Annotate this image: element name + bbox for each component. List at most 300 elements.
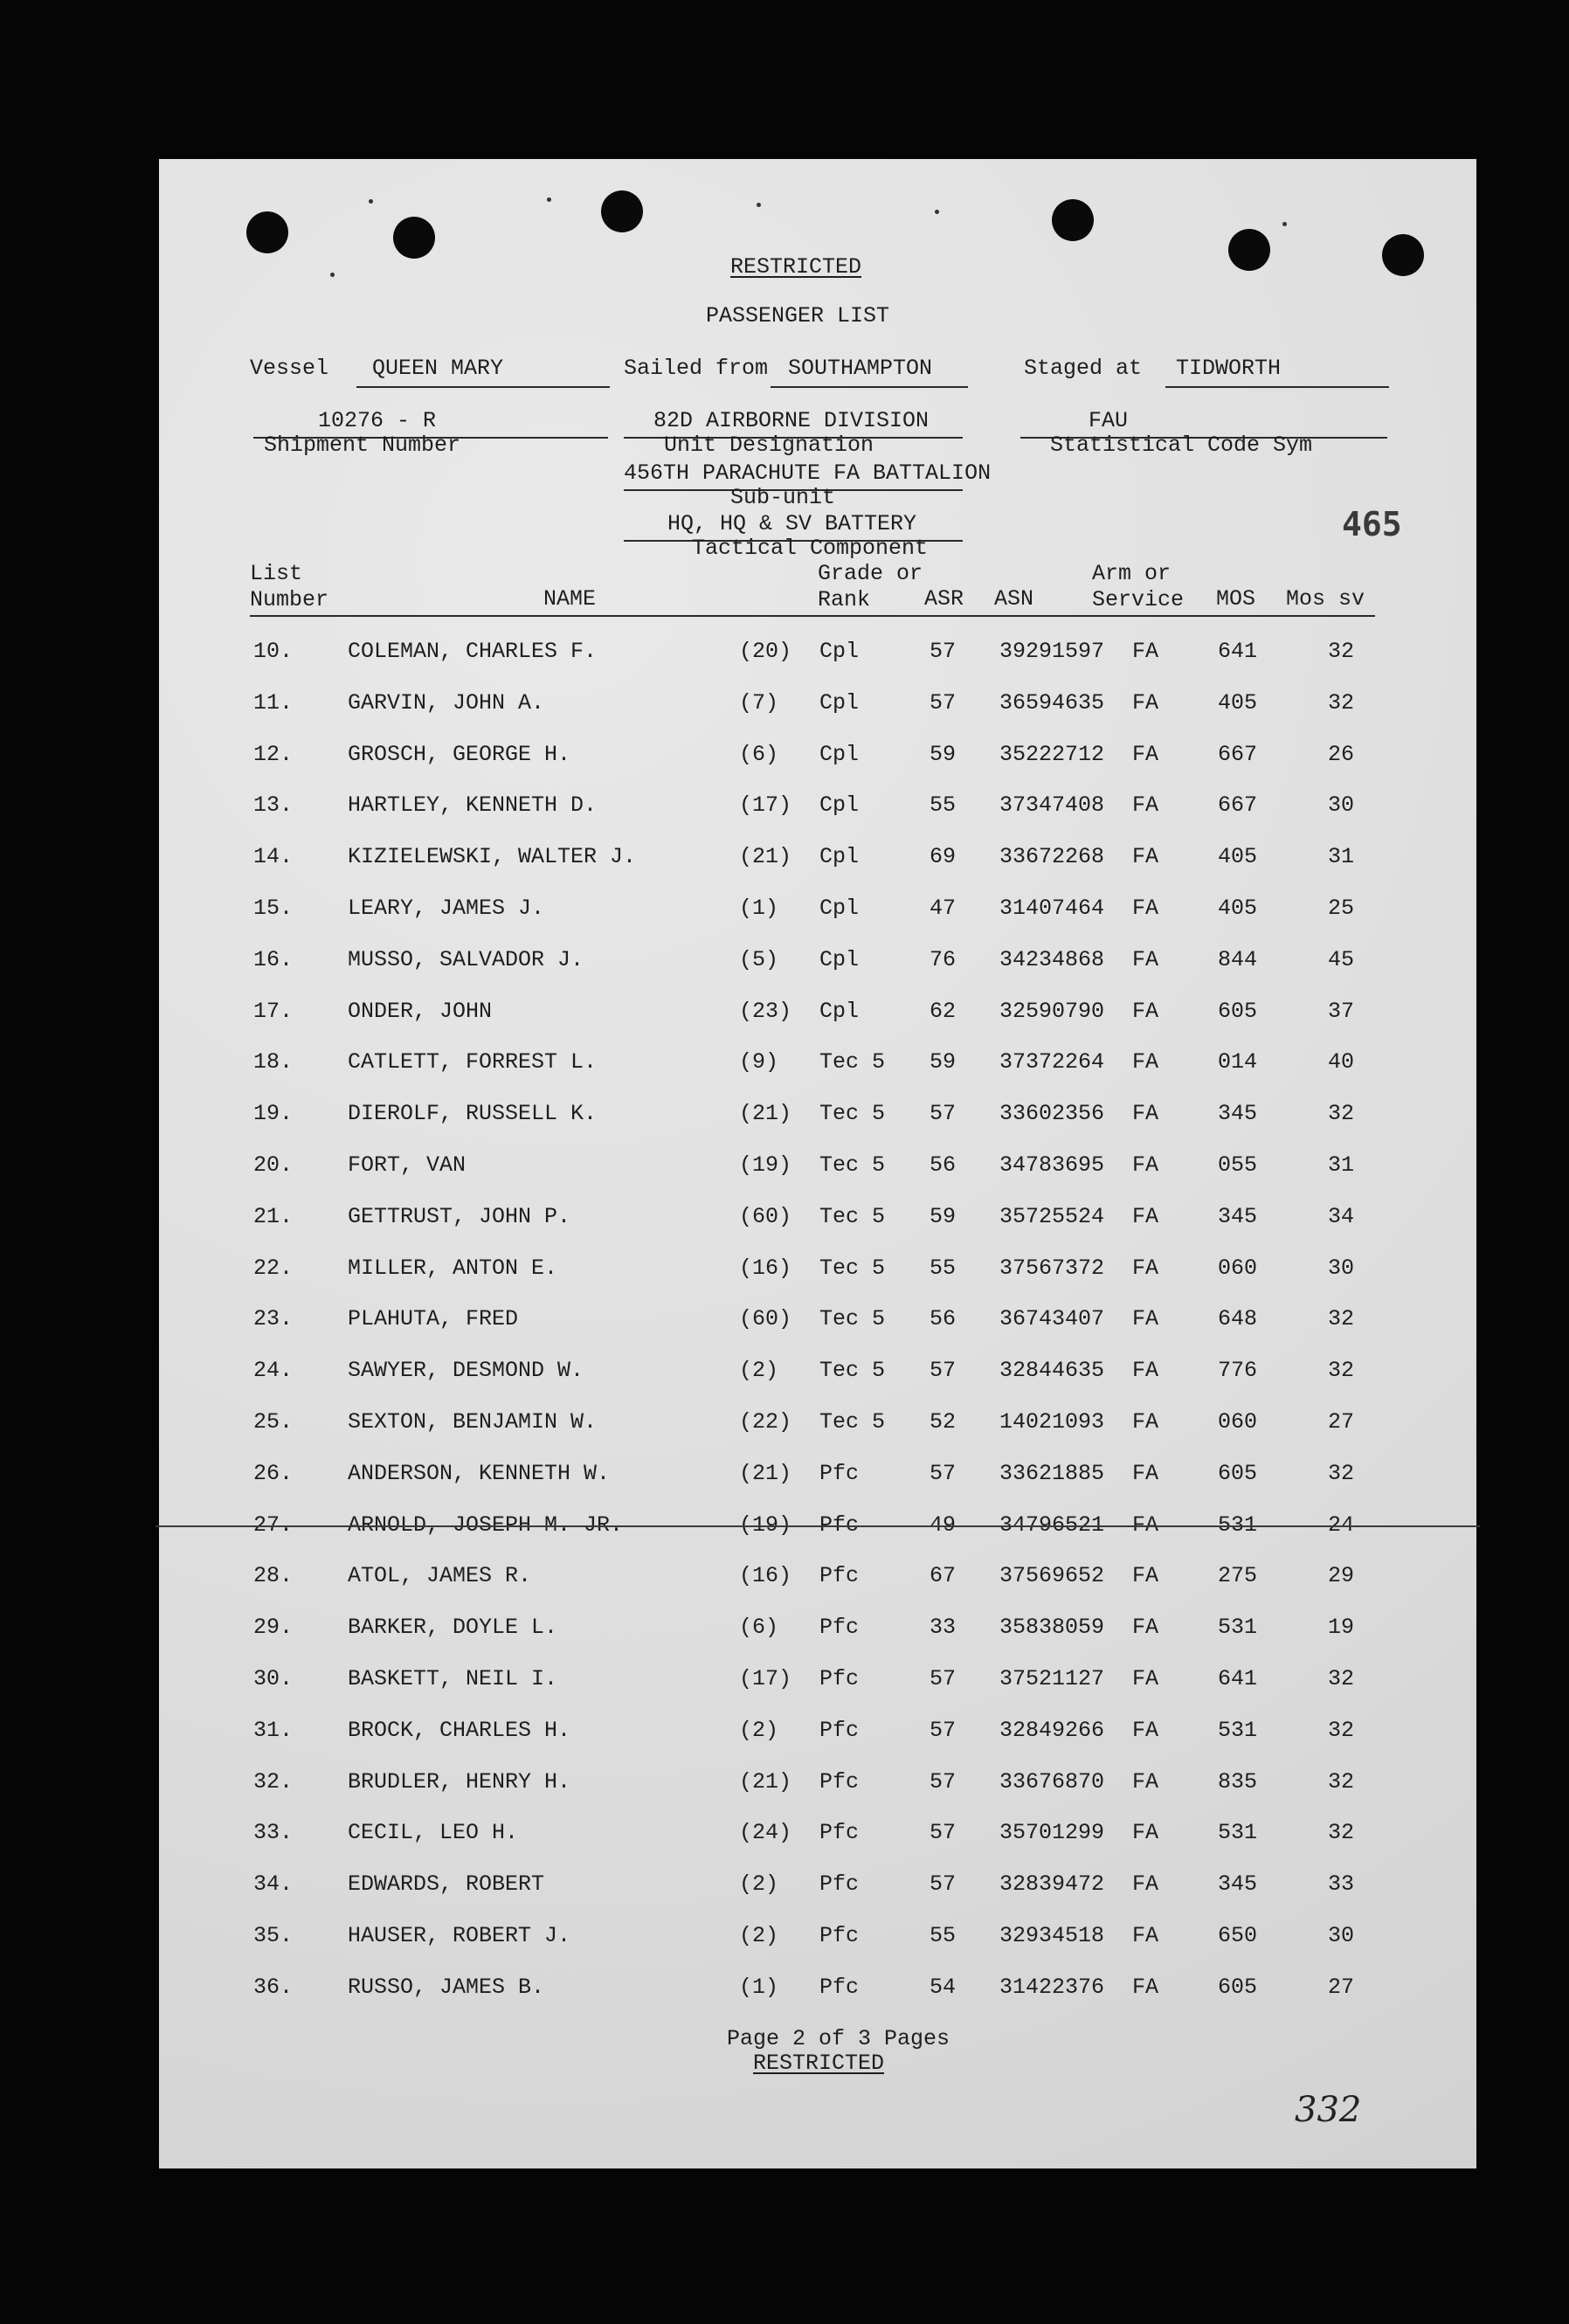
mos-sv-cell: 34: [1328, 1203, 1355, 1229]
mos-cell: 405: [1218, 844, 1258, 870]
name-cell: GARVIN, JOHN A.: [348, 689, 545, 716]
code-value: FAU: [1089, 408, 1129, 433]
rank-cell: Cpl: [819, 792, 860, 819]
arm-cell: FA: [1132, 844, 1159, 870]
asn-cell: 37569652: [999, 1563, 1105, 1589]
list-number-cell: 27.: [253, 1511, 294, 1538]
mos-sv-cell: 33: [1328, 1871, 1355, 1898]
table-row: [159, 943, 1476, 978]
name-cell: LEARY, JAMES J.: [348, 896, 545, 921]
name-cell: RUSSO, JAMES B.: [348, 1974, 545, 2000]
arm-cell: FA: [1132, 1460, 1159, 1486]
mos-cell: 605: [1218, 998, 1258, 1024]
name-cell: ATOL, JAMES R.: [348, 1563, 532, 1589]
asr-cell: 57: [930, 689, 957, 716]
name-cell: HAUSER, ROBERT J.: [348, 1923, 571, 1948]
mos-cell: 055: [1218, 1152, 1258, 1178]
name-cell: CATLETT, FORREST L.: [348, 1049, 598, 1076]
mos-cell: 345: [1218, 1203, 1258, 1229]
table-row: [159, 891, 1476, 926]
mos-sv-cell: 37: [1328, 998, 1355, 1024]
rank-cell: Tec 5: [819, 1101, 886, 1127]
asr-cell: 57: [930, 1666, 957, 1691]
asr-cell: 54: [930, 1974, 957, 2000]
sailed-label: Sailed from: [624, 356, 769, 381]
rank-cell: Pfc: [819, 1871, 860, 1898]
name-cell: ARNOLD, JOSEPH M. JR.: [348, 1511, 624, 1538]
asr-cell: 57: [930, 1460, 957, 1486]
arm-cell: FA: [1132, 1563, 1159, 1589]
division-value: 82D AIRBORNE DIVISION: [653, 408, 930, 433]
dependents-cell: (17): [739, 792, 792, 819]
arm-cell: FA: [1132, 1820, 1159, 1846]
mos-sv-cell: 26: [1328, 741, 1355, 767]
list-number-cell: 14.: [253, 844, 294, 870]
mos-sv-cell: 32: [1328, 1820, 1355, 1846]
table-row: [159, 788, 1476, 823]
mos-sv-cell: 40: [1328, 1049, 1355, 1076]
rank-cell: Tec 5: [819, 1409, 886, 1435]
table-row: [159, 1713, 1476, 1748]
dependents-cell: (16): [739, 1563, 792, 1589]
list-number-cell: 19.: [253, 1101, 294, 1127]
asr-cell: 59: [930, 1203, 957, 1229]
paper-speck: [547, 197, 551, 202]
dependents-cell: (2): [739, 1358, 779, 1384]
mos-sv-cell: 32: [1328, 689, 1355, 716]
asn-cell: 14021093: [999, 1409, 1105, 1435]
name-cell: GETTRUST, JOHN P.: [348, 1203, 571, 1229]
name-cell: EDWARDS, ROBERT: [348, 1871, 545, 1898]
dependents-cell: (6): [739, 1615, 779, 1641]
rank-cell: Pfc: [819, 1768, 860, 1795]
punch-hole: [1382, 234, 1424, 276]
shipment-label: Shipment Number: [264, 432, 461, 458]
name-cell: COLEMAN, CHARLES F.: [348, 639, 598, 664]
asn-cell: 35725524: [999, 1203, 1105, 1229]
staged-value: TIDWORTH: [1176, 356, 1282, 381]
asn-cell: 36594635: [999, 689, 1105, 716]
mos-cell: 605: [1218, 1974, 1258, 2000]
mos-sv-cell: 32: [1328, 1460, 1355, 1486]
dependents-cell: (20): [739, 639, 792, 664]
asr-cell: 56: [930, 1152, 957, 1178]
arm-cell: FA: [1132, 896, 1159, 921]
mos-sv-cell: 32: [1328, 1101, 1355, 1127]
dependents-cell: (24): [739, 1820, 792, 1846]
table-row: [159, 1251, 1476, 1286]
table-row: [159, 1148, 1476, 1183]
battery-value: HQ, HQ & SV BATTERY: [667, 511, 917, 536]
arm-cell: FA: [1132, 639, 1159, 664]
stamped-number: 465: [1342, 505, 1402, 543]
asr-cell: 67: [930, 1563, 957, 1589]
mos-sv-cell: 27: [1328, 1409, 1355, 1435]
rank-cell: Pfc: [819, 1974, 860, 2000]
dependents-cell: (2): [739, 1717, 779, 1743]
asr-cell: 52: [930, 1409, 957, 1435]
table-row: [159, 1045, 1476, 1080]
arm-cell: FA: [1132, 1152, 1159, 1178]
asn-cell: 32934518: [999, 1923, 1105, 1948]
mos-sv-cell: 24: [1328, 1511, 1355, 1538]
asr-cell: 57: [930, 1871, 957, 1898]
table-row: [159, 1765, 1476, 1800]
arm-cell: FA: [1132, 1101, 1159, 1127]
list-number-cell: 24.: [253, 1358, 294, 1384]
rank-cell: Pfc: [819, 1460, 860, 1486]
document-page: [159, 159, 1476, 2168]
battalion-value: 456TH PARACHUTE FA BATTALION: [624, 460, 992, 486]
dependents-cell: (9): [739, 1049, 779, 1076]
punch-hole: [1228, 229, 1270, 271]
asn-cell: 32590790: [999, 998, 1105, 1024]
asr-cell: 56: [930, 1306, 957, 1332]
list-number-cell: 15.: [253, 896, 294, 921]
list-number-cell: 36.: [253, 1974, 294, 2000]
arm-cell: FA: [1132, 1255, 1159, 1281]
mos-sv-cell: 25: [1328, 896, 1355, 921]
name-cell: GROSCH, GEORGE H.: [348, 741, 571, 767]
asr-cell: 55: [930, 1923, 957, 1948]
asn-cell: 33602356: [999, 1101, 1105, 1127]
col-grade: Grade or Rank: [818, 561, 923, 612]
asr-cell: 57: [930, 1717, 957, 1743]
mos-cell: 345: [1218, 1101, 1258, 1127]
code-label: Statistical Code Sym: [1050, 432, 1313, 458]
rank-cell: Tec 5: [819, 1049, 886, 1076]
header-rule: [250, 615, 1375, 617]
vessel-label: Vessel: [250, 356, 329, 381]
list-number-cell: 25.: [253, 1409, 294, 1435]
asr-cell: 59: [930, 1049, 957, 1076]
table-row: [159, 1200, 1476, 1235]
col-list-number: List Number: [250, 561, 329, 612]
asn-cell: 37372264: [999, 1049, 1105, 1076]
table-row: [159, 1816, 1476, 1850]
staged-underline: [1165, 386, 1389, 388]
dependents-cell: (23): [739, 998, 792, 1024]
name-cell: DIEROLF, RUSSELL K.: [348, 1101, 598, 1127]
mos-sv-cell: 32: [1328, 1768, 1355, 1795]
paper-speck: [1282, 222, 1287, 226]
asr-cell: 55: [930, 792, 957, 819]
asn-cell: 32844635: [999, 1358, 1105, 1384]
mos-cell: 405: [1218, 896, 1258, 921]
col-asr: ASR: [924, 586, 964, 612]
asn-cell: 37347408: [999, 792, 1105, 819]
arm-cell: FA: [1132, 1615, 1159, 1641]
list-number-cell: 13.: [253, 792, 294, 819]
asr-cell: 57: [930, 1358, 957, 1384]
table-row: [159, 1662, 1476, 1697]
name-cell: ONDER, JOHN: [348, 998, 493, 1024]
dependents-cell: (6): [739, 741, 779, 767]
name-cell: SEXTON, BENJAMIN W.: [348, 1409, 598, 1435]
mos-cell: 345: [1218, 1871, 1258, 1898]
table-row: [159, 1302, 1476, 1337]
table-row: [159, 1096, 1476, 1131]
asr-cell: 59: [930, 741, 957, 767]
sailed-underline: [771, 386, 968, 388]
mos-sv-cell: 31: [1328, 844, 1355, 870]
list-number-cell: 17.: [253, 998, 294, 1024]
dependents-cell: (1): [739, 896, 779, 921]
list-number-cell: 23.: [253, 1306, 294, 1332]
mos-sv-cell: 32: [1328, 1358, 1355, 1384]
rank-cell: Cpl: [819, 689, 860, 716]
asn-cell: 32849266: [999, 1717, 1105, 1743]
document-title: PASSENGER LIST: [706, 303, 890, 329]
list-number-cell: 30.: [253, 1666, 294, 1691]
name-cell: FORT, VAN: [348, 1152, 467, 1178]
table-row: [159, 840, 1476, 875]
list-number-cell: 35.: [253, 1923, 294, 1948]
dependents-cell: (21): [739, 1460, 792, 1486]
mos-cell: 667: [1218, 741, 1258, 767]
mos-cell: 060: [1218, 1409, 1258, 1435]
arm-cell: FA: [1132, 998, 1159, 1024]
asn-cell: 33676870: [999, 1768, 1105, 1795]
rank-cell: Cpl: [819, 998, 860, 1024]
shipment-number: 10276 - R: [318, 408, 437, 433]
asr-cell: 49: [930, 1511, 957, 1538]
rank-cell: Pfc: [819, 1820, 860, 1846]
unit-designation-label: Unit Designation: [664, 432, 874, 458]
asr-cell: 62: [930, 998, 957, 1024]
vessel-value: QUEEN MARY: [372, 356, 504, 381]
mos-cell: 605: [1218, 1460, 1258, 1486]
restricted-footer: RESTRICTED: [753, 2051, 885, 2076]
asn-cell: 35701299: [999, 1820, 1105, 1846]
paper-speck: [757, 203, 761, 207]
strikethrough-line: [156, 1525, 1480, 1527]
arm-cell: FA: [1132, 1666, 1159, 1691]
mos-sv-cell: 32: [1328, 1306, 1355, 1332]
asr-cell: 57: [930, 1820, 957, 1846]
mos-cell: 060: [1218, 1255, 1258, 1281]
dependents-cell: (7): [739, 689, 779, 716]
punch-hole: [1052, 199, 1094, 241]
staged-label: Staged at: [1024, 356, 1143, 381]
name-cell: ANDERSON, KENNETH W.: [348, 1460, 611, 1486]
col-asn: ASN: [994, 586, 1034, 612]
table-row: [159, 1353, 1476, 1388]
asn-cell: 35222712: [999, 741, 1105, 767]
name-cell: BASKETT, NEIL I.: [348, 1666, 558, 1691]
list-number-cell: 33.: [253, 1820, 294, 1846]
mos-cell: 641: [1218, 1666, 1258, 1691]
handwritten-page-number: 332: [1295, 2090, 1362, 2130]
dependents-cell: (2): [739, 1923, 779, 1948]
list-number-cell: 29.: [253, 1615, 294, 1641]
vessel-underline: [356, 386, 610, 388]
name-cell: BROCK, CHARLES H.: [348, 1717, 571, 1743]
mos-cell: 531: [1218, 1820, 1258, 1846]
mos-sv-cell: 32: [1328, 639, 1355, 664]
mos-sv-cell: 29: [1328, 1563, 1355, 1589]
dependents-cell: (19): [739, 1511, 792, 1538]
table-row: [159, 1559, 1476, 1594]
mos-sv-cell: 27: [1328, 1974, 1355, 2000]
name-cell: SAWYER, DESMOND W.: [348, 1358, 584, 1384]
list-number-cell: 22.: [253, 1255, 294, 1281]
asr-cell: 76: [930, 946, 957, 972]
punch-hole: [393, 217, 435, 259]
rank-cell: Pfc: [819, 1923, 860, 1948]
arm-cell: FA: [1132, 1203, 1159, 1229]
table-row: [159, 686, 1476, 721]
rank-cell: Tec 5: [819, 1306, 886, 1332]
mos-sv-cell: 45: [1328, 946, 1355, 972]
list-number-cell: 20.: [253, 1152, 294, 1178]
asn-cell: 34783695: [999, 1152, 1105, 1178]
asn-cell: 32839472: [999, 1871, 1105, 1898]
subunit-label: Sub-unit: [730, 485, 836, 510]
arm-cell: FA: [1132, 1974, 1159, 2000]
list-number-cell: 32.: [253, 1768, 294, 1795]
rank-cell: Cpl: [819, 896, 860, 921]
name-cell: HARTLEY, KENNETH D.: [348, 792, 598, 819]
paper-speck: [935, 210, 939, 214]
arm-cell: FA: [1132, 1511, 1159, 1538]
punch-hole: [246, 211, 288, 253]
dependents-cell: (22): [739, 1409, 792, 1435]
rank-cell: Pfc: [819, 1511, 860, 1538]
arm-cell: FA: [1132, 946, 1159, 972]
page-indicator: Page 2 of 3 Pages: [727, 2026, 950, 2051]
mos-cell: 531: [1218, 1511, 1258, 1538]
rank-cell: Pfc: [819, 1615, 860, 1641]
tactical-component-label: Tactical Component: [692, 536, 929, 561]
arm-cell: FA: [1132, 1717, 1159, 1743]
mos-sv-cell: 32: [1328, 1717, 1355, 1743]
rank-cell: Cpl: [819, 946, 860, 972]
arm-cell: FA: [1132, 1306, 1159, 1332]
name-cell: CECIL, LEO H.: [348, 1820, 519, 1846]
arm-cell: FA: [1132, 1871, 1159, 1898]
asn-cell: 37567372: [999, 1255, 1105, 1281]
mos-cell: 835: [1218, 1768, 1258, 1795]
table-row: [159, 994, 1476, 1029]
table-row: [159, 737, 1476, 772]
asn-cell: 31407464: [999, 896, 1105, 921]
asr-cell: 57: [930, 1101, 957, 1127]
arm-cell: FA: [1132, 1768, 1159, 1795]
mos-cell: 531: [1218, 1615, 1258, 1641]
list-number-cell: 11.: [253, 689, 294, 716]
paper-speck: [330, 273, 335, 277]
rank-cell: Pfc: [819, 1563, 860, 1589]
arm-cell: FA: [1132, 741, 1159, 767]
table-row: [159, 1508, 1476, 1543]
paper-speck: [369, 199, 373, 204]
list-number-cell: 18.: [253, 1049, 294, 1076]
asn-cell: 39291597: [999, 639, 1105, 664]
mos-cell: 650: [1218, 1923, 1258, 1948]
table-row: [159, 1970, 1476, 2005]
arm-cell: FA: [1132, 1409, 1159, 1435]
table-row: [159, 1405, 1476, 1440]
asr-cell: 33: [930, 1615, 957, 1641]
dependents-cell: (21): [739, 1768, 792, 1795]
mos-sv-cell: 19: [1328, 1615, 1355, 1641]
list-number-cell: 28.: [253, 1563, 294, 1589]
asn-cell: 31422376: [999, 1974, 1105, 2000]
rank-cell: Cpl: [819, 741, 860, 767]
mos-cell: 275: [1218, 1563, 1258, 1589]
name-cell: MUSSO, SALVADOR J.: [348, 946, 584, 972]
asn-cell: 34234868: [999, 946, 1105, 972]
dependents-cell: (2): [739, 1871, 779, 1898]
mos-sv-cell: 30: [1328, 1923, 1355, 1948]
mos-cell: 844: [1218, 946, 1258, 972]
dependents-cell: (16): [739, 1255, 792, 1281]
asn-cell: 33672268: [999, 844, 1105, 870]
name-cell: KIZIELEWSKI, WALTER J.: [348, 844, 637, 870]
arm-cell: FA: [1132, 792, 1159, 819]
col-arm: Arm or Service: [1092, 561, 1185, 612]
list-number-cell: 16.: [253, 946, 294, 972]
name-cell: BRUDLER, HENRY H.: [348, 1768, 571, 1795]
mos-cell: 014: [1218, 1049, 1258, 1076]
asn-cell: 36743407: [999, 1306, 1105, 1332]
sailed-value: SOUTHAMPTON: [788, 356, 933, 381]
list-number-cell: 21.: [253, 1203, 294, 1229]
mos-sv-cell: 30: [1328, 1255, 1355, 1281]
rank-cell: Pfc: [819, 1717, 860, 1743]
mos-cell: 667: [1218, 792, 1258, 819]
asr-cell: 47: [930, 896, 957, 921]
col-mos: MOS: [1216, 586, 1256, 612]
list-number-cell: 31.: [253, 1717, 294, 1743]
asr-cell: 55: [930, 1255, 957, 1281]
rank-cell: Tec 5: [819, 1255, 886, 1281]
arm-cell: FA: [1132, 1923, 1159, 1948]
list-number-cell: 12.: [253, 741, 294, 767]
restricted-heading: RESTRICTED: [730, 254, 862, 280]
mos-cell: 648: [1218, 1306, 1258, 1332]
asn-cell: 37521127: [999, 1666, 1105, 1691]
table-row: [159, 1919, 1476, 1954]
table-row: [159, 1867, 1476, 1902]
rank-cell: Tec 5: [819, 1358, 886, 1384]
dependents-cell: (60): [739, 1203, 792, 1229]
asn-cell: 33621885: [999, 1460, 1105, 1486]
asn-cell: 34796521: [999, 1511, 1105, 1538]
rank-cell: Tec 5: [819, 1152, 886, 1178]
list-number-cell: 34.: [253, 1871, 294, 1898]
col-mos-sv: Mos sv: [1286, 586, 1365, 612]
rank-cell: Tec 5: [819, 1203, 886, 1229]
table-row: [159, 634, 1476, 669]
mos-sv-cell: 32: [1328, 1666, 1355, 1691]
punch-hole: [601, 190, 643, 232]
name-cell: MILLER, ANTON E.: [348, 1255, 558, 1281]
dependents-cell: (21): [739, 1101, 792, 1127]
mos-cell: 405: [1218, 689, 1258, 716]
asr-cell: 69: [930, 844, 957, 870]
dependents-cell: (5): [739, 946, 779, 972]
arm-cell: FA: [1132, 1358, 1159, 1384]
asn-cell: 35838059: [999, 1615, 1105, 1641]
mos-cell: 641: [1218, 639, 1258, 664]
mos-sv-cell: 31: [1328, 1152, 1355, 1178]
rank-cell: Cpl: [819, 639, 860, 664]
dependents-cell: (17): [739, 1666, 792, 1691]
dependents-cell: (60): [739, 1306, 792, 1332]
dependents-cell: (1): [739, 1974, 779, 2000]
